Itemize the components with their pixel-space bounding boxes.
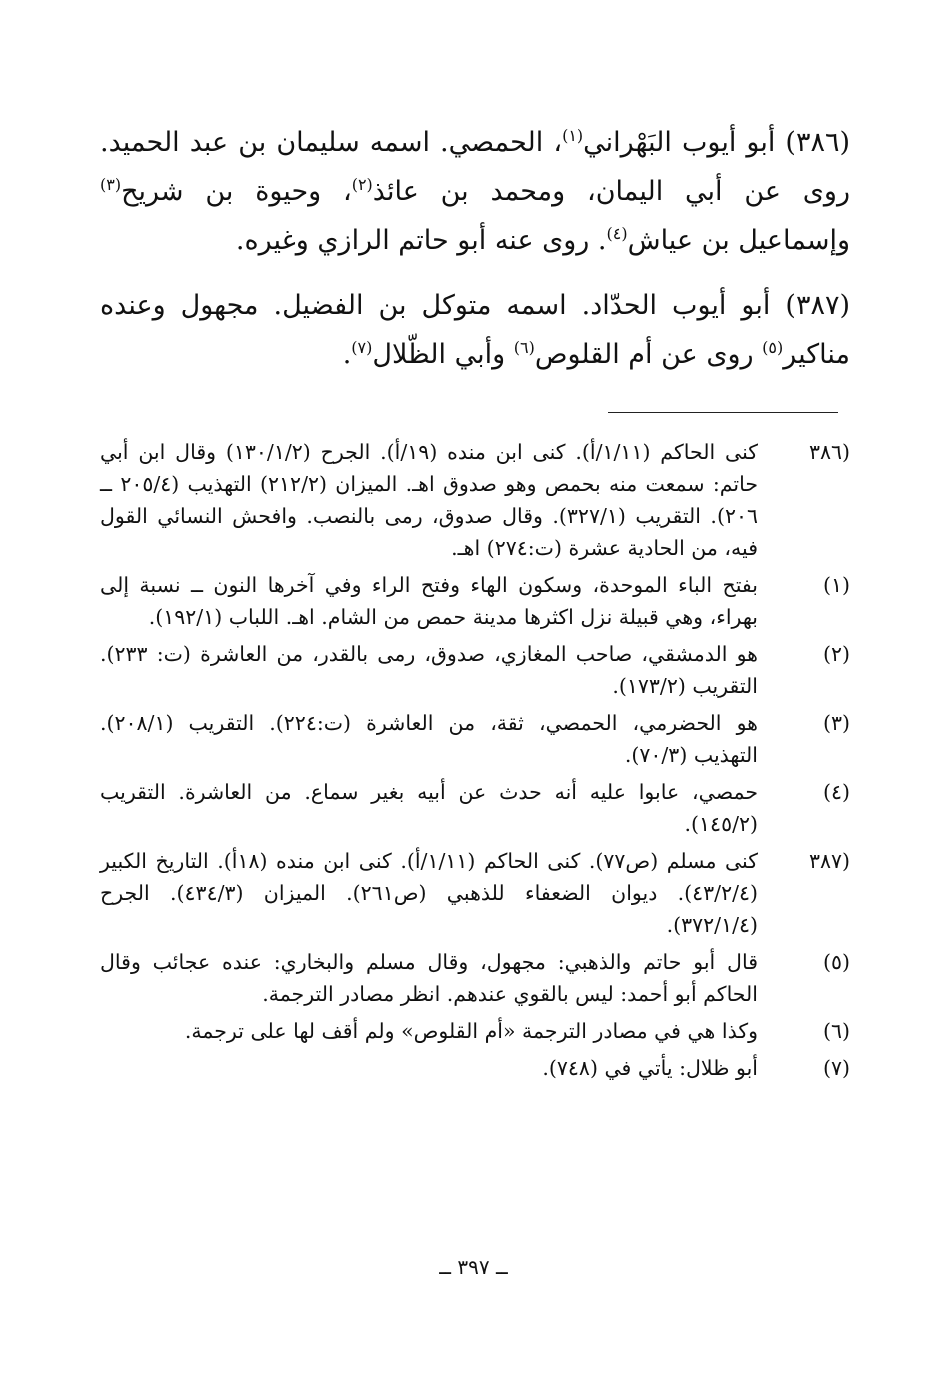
- footnote-number: (٢): [822, 642, 850, 666]
- footnotes: [100, 436, 850, 1089]
- entry-text: .: [342, 339, 352, 370]
- entry-text: وأبي الظّلال: [372, 339, 514, 370]
- footnote-number: (١): [822, 573, 850, 597]
- main-text: [100, 118, 850, 395]
- entry-text: (٣٨٧) أبو أيوب الحدّاد. اسمه متوكل بن الفضيل. مجهول وعنده مناكير: [100, 290, 850, 370]
- entry-text: (٣٨٦) أبو أيوب البَهْراني: [583, 127, 850, 158]
- footnote-number: (٦): [822, 1019, 850, 1043]
- footnote-ref[interactable]: (٢): [351, 175, 373, 194]
- footnote-ref[interactable]: (٦): [513, 338, 535, 357]
- entry-text: ، الحمصي. اسمه سليمان بن عبد الحميد. روى عن أبي اليمان، ومحمد بن عائذ: [100, 127, 851, 207]
- footnote-text: وكذا هي في مصادر الترجمة «أم القلوص» ولم أقف لها على ترجمة.: [184, 1019, 758, 1043]
- footnote-text: أبو ظلال: يأتي في (٧٤٨).: [542, 1056, 758, 1080]
- footnote-ref[interactable]: (٥): [762, 338, 784, 357]
- footnote-number: (٤): [822, 780, 850, 804]
- entry-text: روى عن أم القلوص: [534, 339, 763, 370]
- footnote-item: [100, 845, 850, 941]
- entry-386: [100, 118, 850, 265]
- entry-text: ، وحيوة بن شريح: [121, 176, 352, 207]
- footnote-number: (٣٨٦: [808, 440, 850, 464]
- footnote-item: [100, 569, 850, 633]
- footnote-item: [100, 1015, 850, 1047]
- footnote-number: (٧): [822, 1056, 850, 1080]
- footnote-item: [100, 638, 850, 702]
- footnote-text: قال أبو حاتم والذهبي: مجهول، وقال مسلم والبخاري: عنده عجائب وقال الحاكم أبو أحمد: ليس بالقوي عندهم. انظر مصادر الترجمة.: [100, 950, 758, 1006]
- footnote-item: [100, 1052, 850, 1084]
- footnote-ref[interactable]: (٤): [606, 224, 628, 243]
- footnote-item: [100, 946, 850, 1010]
- footnote-ref[interactable]: (٧): [351, 338, 373, 357]
- entry-text: وإسماعيل بن عياش: [627, 225, 850, 256]
- footnote-text: هو الدمشقي، صاحب المغازي، صدوق، رمى بالقدر، من العاشرة (ت: ٢٣٣). التقريب (١٧٣/٢).: [100, 642, 758, 698]
- entry-387: [100, 281, 850, 379]
- footnote-text: كنى مسلم (ص٧٧). كنى الحاكم (١/١١/أ). كنى ابن منده (١٨أ). التاريخ الكبير (٤٣/٢/٤). ديوان الضعفاء للذهبي (ص٢٦١). الميزان (٤٣٤/٣). الجرح (٣٧٢/١/٤).: [100, 849, 759, 937]
- footnote-ref[interactable]: (١): [562, 126, 584, 145]
- footnote-ref[interactable]: (٣): [100, 175, 122, 194]
- entry-text: . روى عنه أبو حاتم الرازي وغيره.: [235, 225, 607, 256]
- footnote-item: [100, 776, 850, 840]
- footnote-text: هو الحضرمي، الحمصي، ثقة، من العاشرة (ت:٢٢٤). التقريب (٢٠٨/١). التهذيب (٧٠/٣).: [100, 711, 758, 767]
- page-number: ــ ٣٩٧ ــ: [439, 1255, 508, 1279]
- footnote-number: (٣٨٧: [808, 849, 850, 873]
- footnote-text: كنى الحاكم (١/١١/أ). كنى ابن منده (١٩/أ). الجرح (١٣٠/١/٢) وقال ابن أبي حاتم: سمعت منه بحمص وهو صدوق اهـ. الميزان (٢١٢/٢) التهذيب (٢٠٥/٤ ــ ٢٠٦). التقريب (٣٢٧/١). وقال صدوق، رمى بالنصب. وافحش النسائي القول فيه، من الحادية عشرة (ت:٢٧٤) اهـ.: [100, 440, 759, 560]
- footnote-text: بفتح الباء الموحدة، وسكون الهاء وفتح الراء وفي آخرها النون ــ نسبة إلى بهراء، وهي قبيلة نزل اكثرها مدينة حمص من الشام. اهـ. اللباب (١٩٢/١).: [100, 573, 758, 629]
- footnote-text: حمصي، عابوا عليه أنه حدث عن أبيه بغير سماع. من العاشرة. التقريب (١٤٥/٢).: [100, 780, 758, 836]
- footnote-number: (٣): [822, 711, 850, 735]
- footnote-number: (٥): [822, 950, 850, 974]
- footnote-item: [100, 436, 850, 564]
- footnote-divider: [608, 412, 838, 413]
- footnote-item: [100, 707, 850, 771]
